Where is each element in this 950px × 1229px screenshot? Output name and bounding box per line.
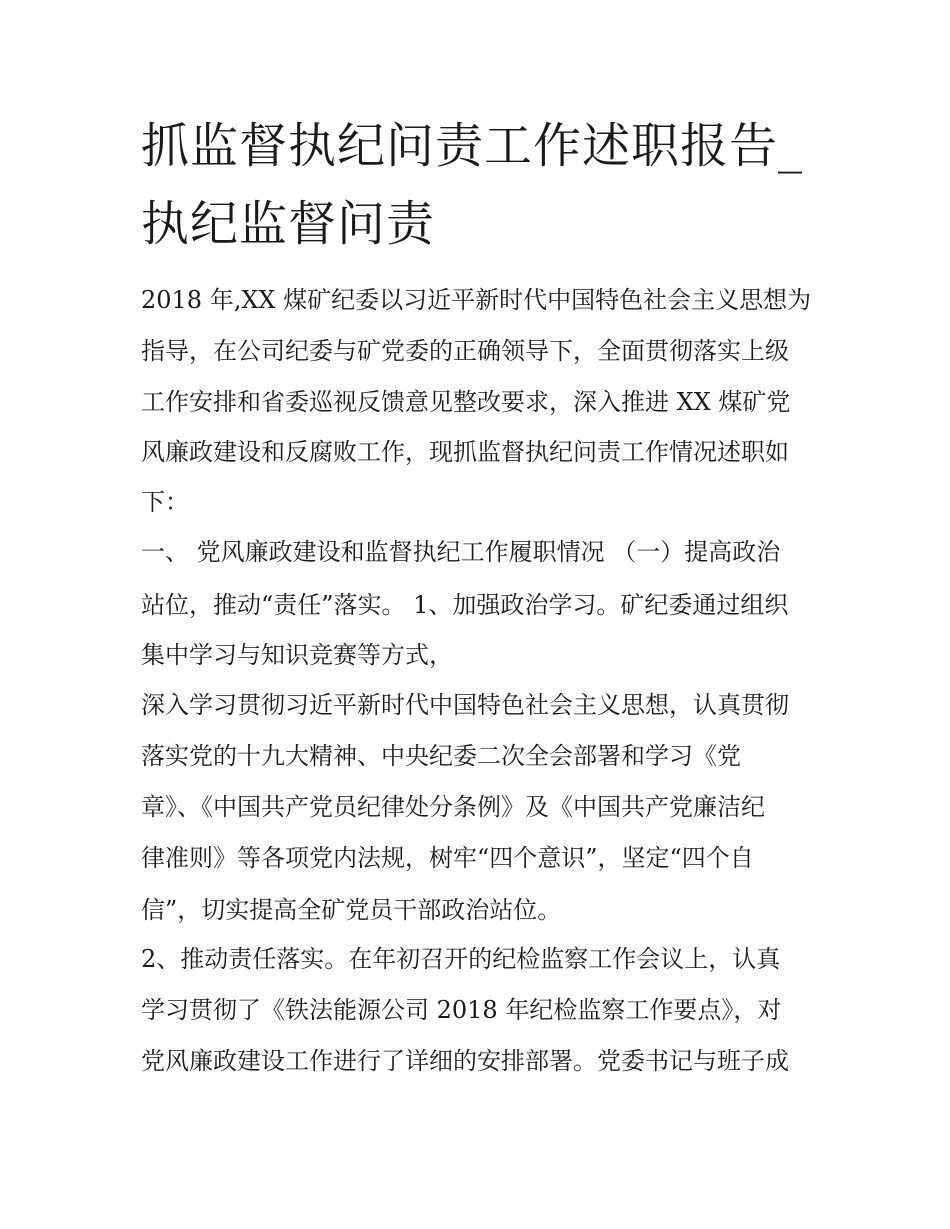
- body-line-11: 章》、《中国共产党员纪律处分条例》及《中国共产党廉洁纪: [141, 793, 765, 821]
- body-line-10: 落实党的十九大精神、中央纪委二次全会部署和学习《党: [141, 742, 741, 770]
- body-line-13: 信”，切实提高全矿党员干部政治站位。: [141, 896, 562, 924]
- document-title-line-1: 抓监督执纪问责工作述职报告_: [141, 118, 804, 174]
- body-line-2: 指导，在公司纪委与矿党委的正确领导下，全面贯彻落实上级: [141, 337, 789, 365]
- body-line-5: 下：: [141, 488, 189, 516]
- document-title-line-2: 执纪监督问责: [141, 196, 436, 252]
- body-line-15: 学习贯彻了《铁法能源公司 2018 年纪检监察工作要点》，对: [141, 996, 782, 1024]
- body-line-4: 风廉政建设和反腐败工作，现抓监督执纪问责工作情况述职如: [141, 438, 789, 466]
- body-line-6: 一、 党风廉政建设和监督执纪工作履职情况 （一）提高政治: [141, 538, 781, 566]
- body-line-12: 律准则》等各项党内法规，树牢“四个意识”，坚定“四个自: [141, 844, 754, 872]
- body-line-1: 2018 年,XX 煤矿纪委以习近平新时代中国特色社会主义思想为: [141, 286, 812, 314]
- body-line-8: 集中学习与知识竞赛等方式，: [141, 641, 453, 669]
- body-line-16: 党风廉政建设工作进行了详细的安排部署。党委书记与班子成: [141, 1047, 789, 1075]
- body-line-9: 深入学习贯彻习近平新时代中国特色社会主义思想，认真贯彻: [141, 691, 789, 719]
- body-line-3: 工作安排和省委巡视反馈意见整改要求，深入推进 XX 煤矿党: [141, 388, 791, 416]
- body-line-14: 2、推动责任落实。在年初召开的纪检监察工作会议上，认真: [141, 945, 781, 973]
- body-line-7: 站位，推动“责任”落实。 1、加强政治学习。矿纪委通过组织: [141, 591, 789, 619]
